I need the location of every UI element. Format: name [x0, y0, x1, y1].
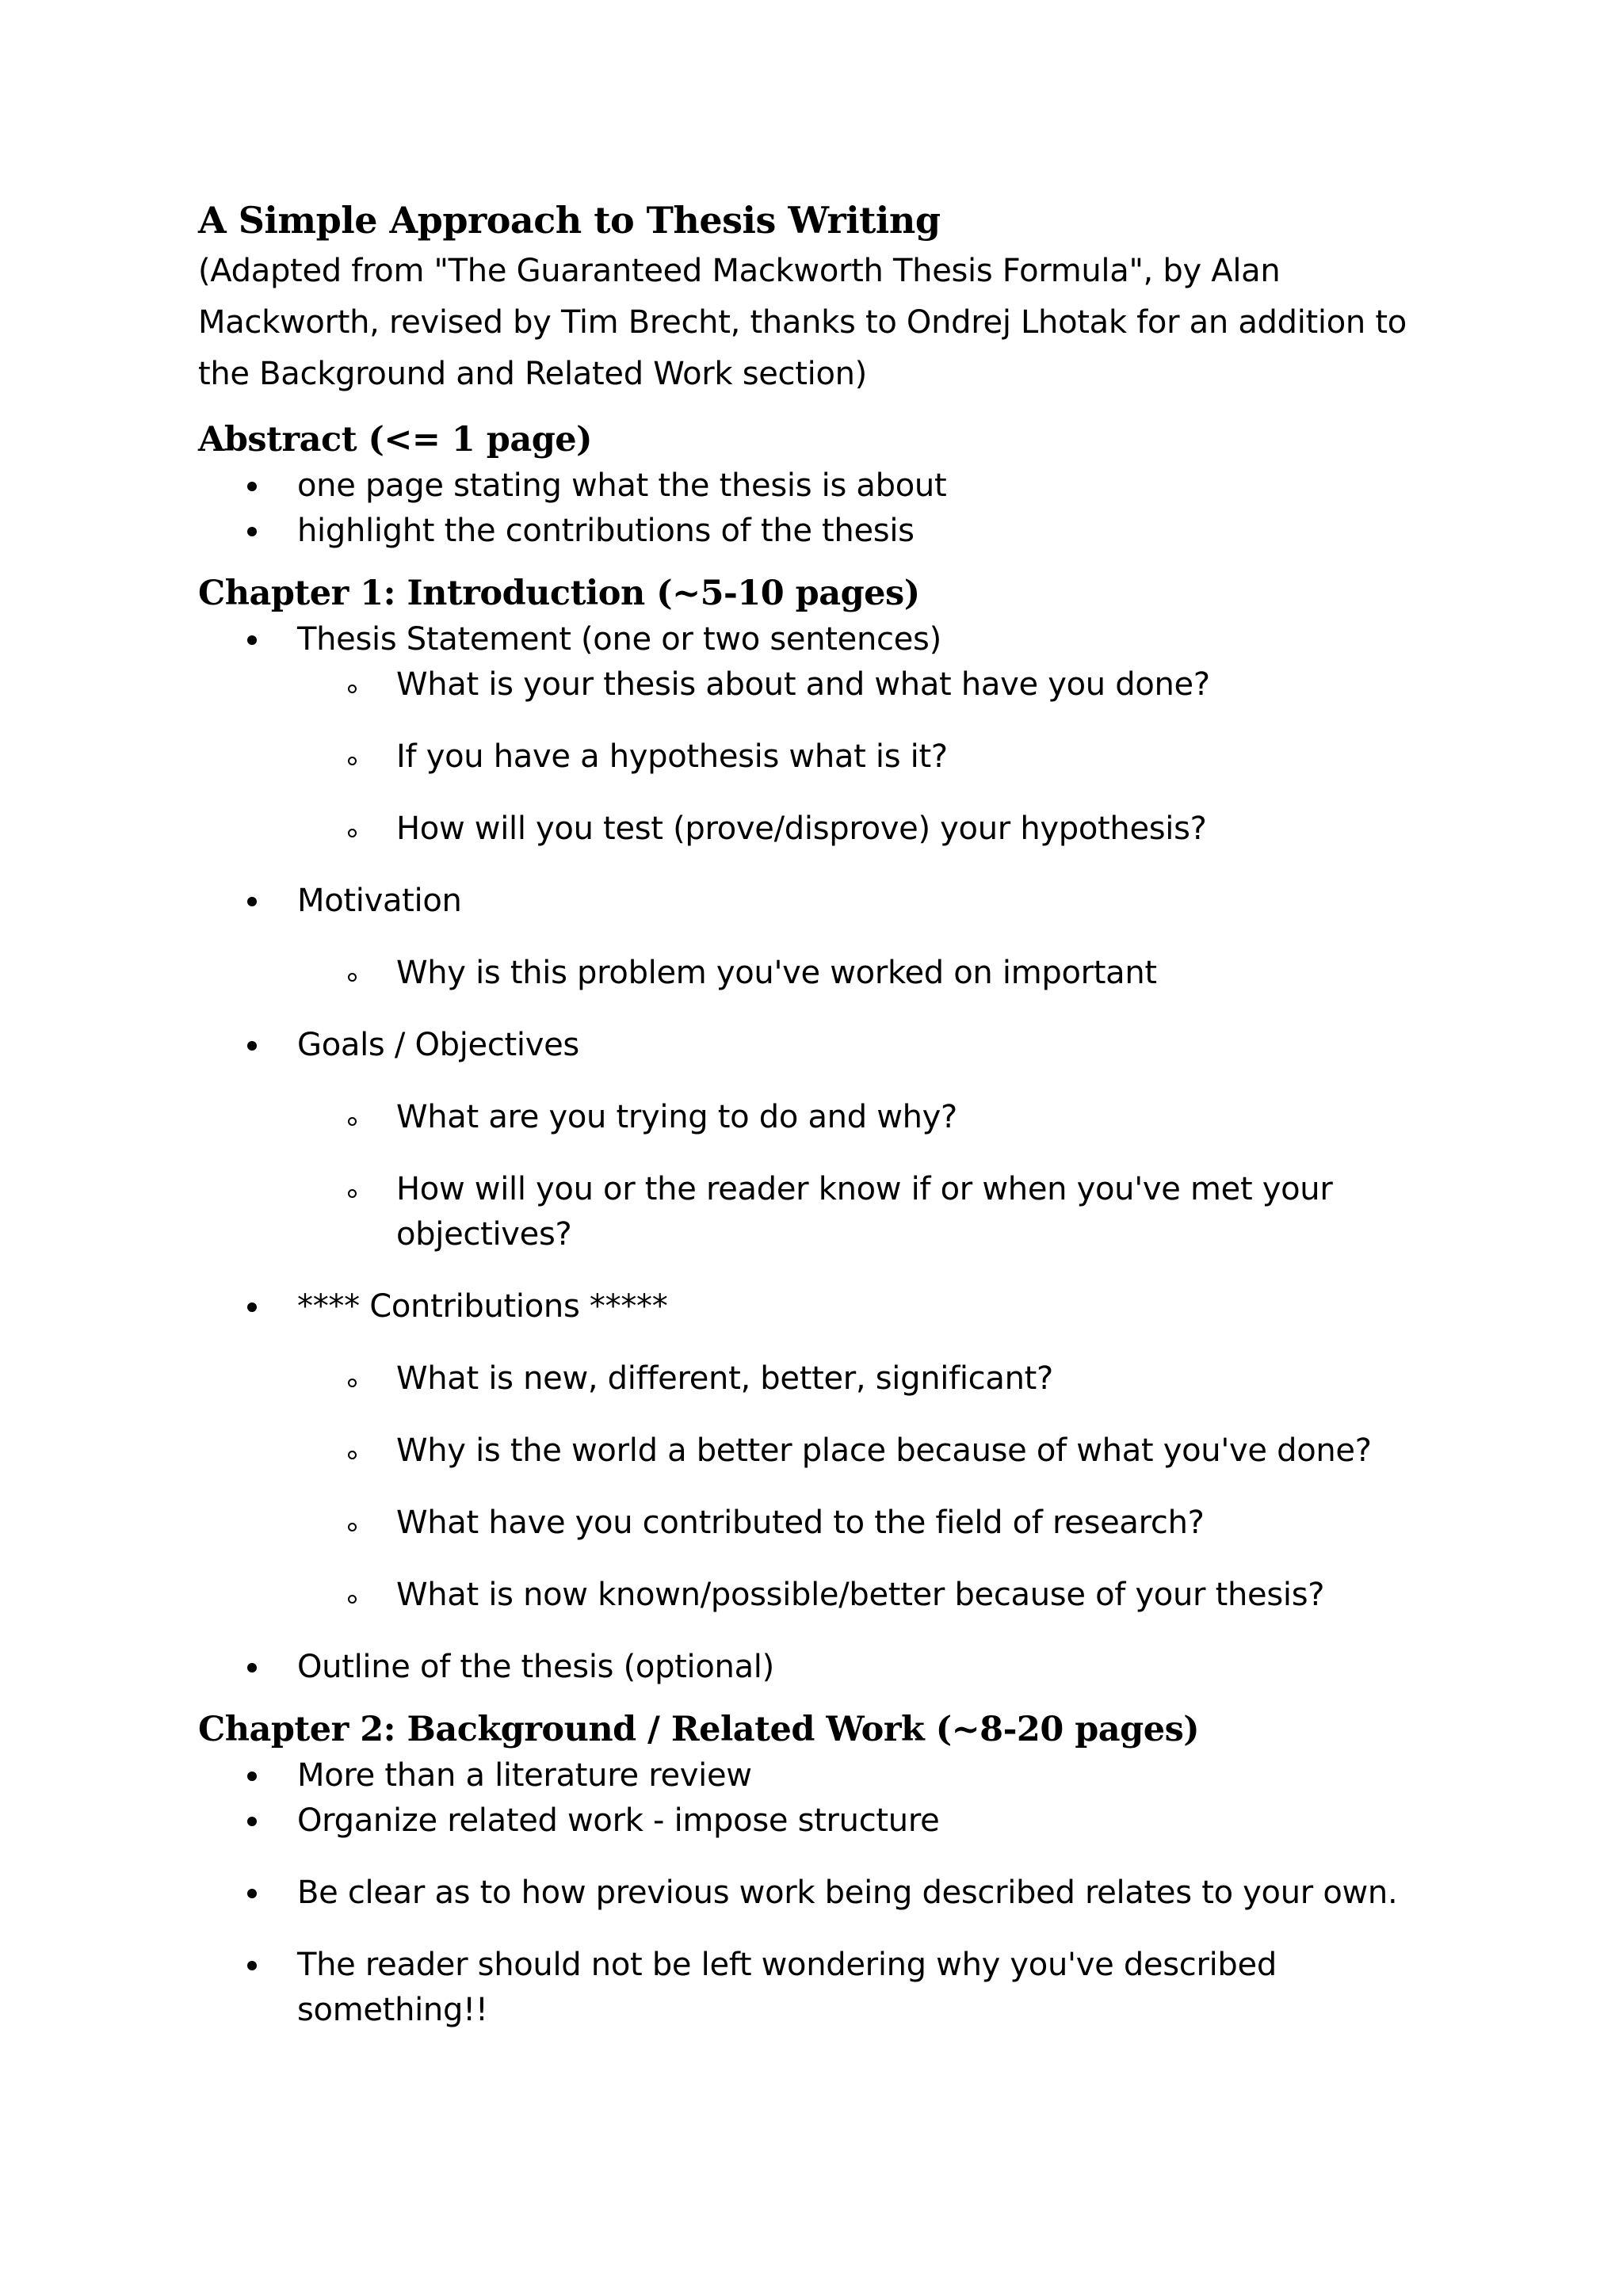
list-item: Motivation Why is this problem you've worked on important	[198, 879, 1466, 996]
introduction-list	[198, 617, 1466, 1690]
bullet-icon	[247, 1961, 257, 1970]
circle-bullet-icon	[348, 685, 357, 693]
sub-list	[297, 1356, 1466, 1618]
circle-bullet-icon	[348, 1595, 357, 1604]
sub-list-item: What have you contributed to the field of research?	[297, 1501, 1466, 1546]
list-item: Outline of the thesis (optional)	[198, 1645, 1466, 1690]
section-heading-abstract: Abstract (<= 1 page)	[198, 420, 592, 460]
sub-list	[297, 1095, 1466, 1257]
sub-list-item: How will you or the reader know if or when you've met your objectives?	[297, 1167, 1466, 1257]
sub-list	[297, 951, 1466, 996]
abstract-list	[198, 463, 1466, 554]
sub-list-item: What is now known/possible/better because of your thesis?	[297, 1573, 1466, 1618]
bullet-icon	[247, 1772, 257, 1781]
list-item: Thesis Statement (one or two sentences) What is your thesis about and what have you done? If you have a hypothesis what is it? How will you test (prove/disprove) your hypothesis?	[198, 617, 1466, 852]
list-item: The reader should not be left wondering why you've described something!!	[198, 1943, 1466, 2033]
circle-bullet-icon	[348, 1117, 357, 1126]
list-item: one page stating what the thesis is about	[198, 463, 1466, 509]
bullet-icon	[247, 527, 257, 536]
circle-bullet-icon	[348, 1189, 357, 1198]
bullet-icon	[247, 1817, 257, 1826]
circle-bullet-icon	[348, 1451, 357, 1459]
document-subtitle: (Adapted from "The Guaranteed Mackworth Thesis Formula", by Alan Mackworth, revised by Tim Brecht, thanks to Ondrej Lhotak for an addition to the Background and Related Work section)	[198, 253, 1407, 392]
document-title: A Simple Approach to Thesis Writing	[198, 199, 941, 242]
sub-list-item: Why is this problem you've worked on important	[297, 951, 1466, 996]
sub-list-item: What is new, different, better, significant?	[297, 1356, 1466, 1402]
bullet-icon	[247, 635, 257, 645]
sub-list	[297, 662, 1466, 852]
circle-bullet-icon	[348, 1523, 357, 1531]
list-item: highlight the contributions of the thesis	[198, 509, 1466, 554]
section-heading-background: Chapter 2: Background / Related Work (~8-20 pages)	[198, 1710, 1200, 1749]
circle-bullet-icon	[348, 1379, 357, 1387]
document-content	[198, 196, 1466, 2033]
bullet-icon	[247, 1302, 257, 1312]
list-item: Goals / Objectives What are you trying to do and why? How will you or the reader know if or when you've met your objectives?	[198, 1023, 1466, 1257]
sub-list-item: What is your thesis about and what have you done?	[297, 662, 1466, 707]
section-heading-introduction: Chapter 1: Introduction (~5-10 pages)	[198, 574, 920, 613]
bullet-icon	[247, 482, 257, 491]
circle-bullet-icon	[348, 757, 357, 765]
list-item: Organize related work - impose structure	[198, 1798, 1466, 1844]
bullet-icon	[247, 1889, 257, 1898]
bullet-icon	[247, 897, 257, 906]
bullet-icon	[247, 1663, 257, 1672]
list-item: More than a literature review	[198, 1753, 1466, 1798]
list-item: **** Contributions ***** What is new, different, better, significant? Why is the world a better place because of what you've done? What have you contributed to the field of research? What is now known/possible/better because of your thesis?	[198, 1284, 1466, 1618]
circle-bullet-icon	[348, 973, 357, 982]
sub-list-item: Why is the world a better place because of what you've done?	[297, 1428, 1466, 1474]
sub-list-item: How will you test (prove/disprove) your hypothesis?	[297, 807, 1466, 852]
bullet-icon	[247, 1041, 257, 1051]
circle-bullet-icon	[348, 829, 357, 837]
list-item: Be clear as to how previous work being described relates to your own.	[198, 1871, 1466, 1916]
background-list	[198, 1753, 1466, 2033]
sub-list-item: What are you trying to do and why?	[297, 1095, 1466, 1140]
sub-list-item: If you have a hypothesis what is it?	[297, 734, 1466, 780]
